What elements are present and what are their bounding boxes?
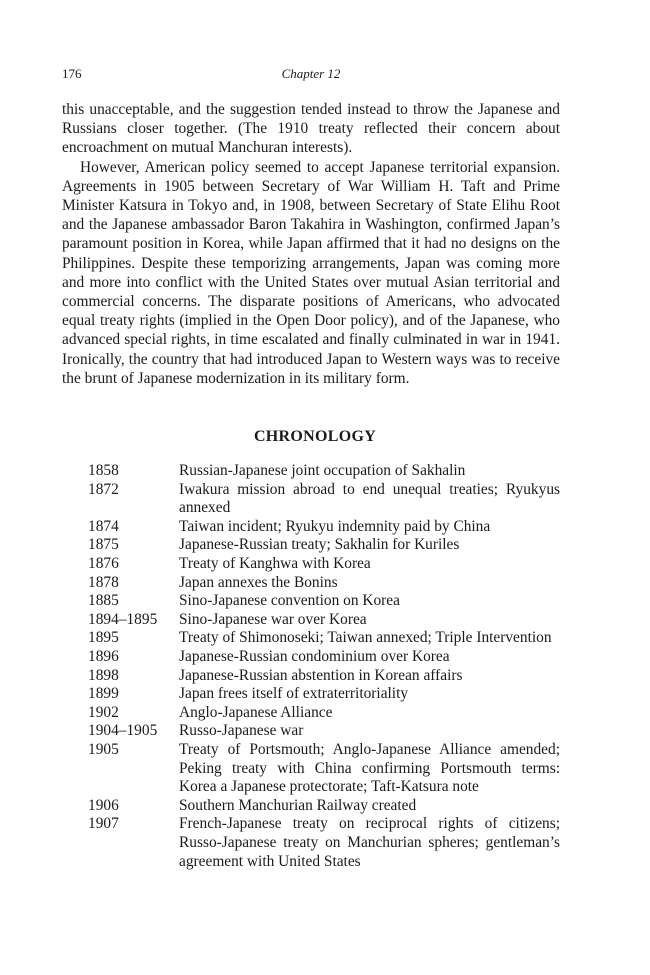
chronology-entry <box>62 611 560 630</box>
chronology-event: Russo-Japanese war <box>179 722 304 740</box>
paragraph: this unacceptable, and the suggestion tended instead to throw the Japanese and Russians closer together. (The 1910 treaty reflected their concern about encroachment on mutual Manchuran interests). <box>62 101 560 157</box>
chronology-event: Iwakura mission abroad to end unequal treaties; Ryukyus annexed <box>179 480 560 517</box>
chronology-entry <box>62 592 560 611</box>
chronology-entry <box>62 741 560 797</box>
chronology-entry <box>62 797 560 816</box>
chronology-entry <box>62 722 560 741</box>
chronology-event: Sino-Japanese war over Korea <box>179 610 367 628</box>
chronology-year: 1858 <box>88 462 119 480</box>
chronology-entry <box>62 685 560 704</box>
chronology-event: Southern Manchurian Railway created <box>179 796 417 814</box>
chronology-year: 1906 <box>88 796 119 814</box>
chronology-year: 1898 <box>88 666 119 684</box>
chronology-entry <box>62 815 560 871</box>
chronology-year: 1872 <box>88 480 119 498</box>
chronology-year: 1902 <box>88 703 119 721</box>
chronology-entry <box>62 481 560 518</box>
running-head <box>62 66 560 88</box>
chronology-entry <box>62 648 560 667</box>
chronology-year: 1878 <box>88 573 119 591</box>
chronology-entry <box>62 667 560 686</box>
chronology-heading: CHRONOLOGY <box>253 428 377 446</box>
chronology-event: Anglo-Japanese Alliance <box>179 703 333 721</box>
chronology-entry <box>62 574 560 593</box>
chronology-year: 1875 <box>88 536 119 554</box>
chronology-entry <box>62 462 560 481</box>
paragraph: However, American policy seemed to accept Japanese territorial expansion. Agreements in 1905 between Secretary of War William H. Taft and Prime Minister Katsura in Tokyo and, in 1908, between Secretary of State Elihu Root and the Japanese ambassador Baron Takahira in Washington, confirmed Japan’s paramount position in Korea, while Japan affirmed that it had no designs on the Philippines. Despite these temporizing arrangements, Japan was coming more and more into conflict with the United States over mutual Asian territorial and commercial concerns. The disparate positions of Americans, who advocated equal treaty rights (implied in the Open Door policy), and of the Japanese, who advanced special rights, in time escalated and finally culminated in war in 1941. Ironically, the country that had introduced Japan to Western ways was to receive the brunt of Japanese modernization in its military form. <box>62 158 560 387</box>
chronology-year: 1905 <box>88 740 119 758</box>
chronology-event: Japanese-Russian abstention in Korean affairs <box>179 666 463 684</box>
chronology-entry <box>62 704 560 723</box>
chronology-event: Treaty of Kanghwa with Korea <box>179 555 371 573</box>
chronology-year: 1894–1895 <box>88 610 158 628</box>
chronology-year: 1885 <box>88 592 119 610</box>
chronology-event: Japan annexes the Bonins <box>179 573 338 591</box>
chronology-year: 1896 <box>88 647 119 665</box>
chronology-year: 1904–1905 <box>88 722 158 740</box>
chronology-year: 1874 <box>88 517 119 535</box>
chronology-year: 1895 <box>88 629 119 647</box>
chronology-event: French-Japanese treaty on reciprocal rights of citizens; Russo-Japanese treaty on Manchurian spheres; gentleman’s agreement with United States <box>179 815 560 870</box>
chapter-title: Chapter 12 <box>281 66 341 81</box>
chronology-entry <box>62 555 560 574</box>
body-text <box>62 100 560 388</box>
chronology-event: Taiwan incident; Ryukyu indemnity paid by China <box>179 517 491 535</box>
chronology-entry <box>62 629 560 648</box>
chronology-event: Treaty of Shimonoseki; Taiwan annexed; Triple Intervention <box>179 629 552 647</box>
chronology-entry <box>62 518 560 537</box>
chronology-event: Russian-Japanese joint occupation of Sakhalin <box>179 462 466 480</box>
chronology-event: Japan frees itself of extraterritoriality <box>179 685 409 703</box>
chronology-list <box>62 462 560 871</box>
chronology-year: 1899 <box>88 685 119 703</box>
chronology-entry <box>62 536 560 555</box>
page-number: 176 <box>62 66 82 81</box>
chronology-year: 1907 <box>88 815 119 833</box>
chronology-event: Treaty of Portsmouth; Anglo-Japanese Alliance amended; Peking treaty with China confirming Portsmouth terms: Korea a Japanese protectorate; Taft-Katsura note <box>179 740 560 796</box>
chronology-event: Sino-Japanese convention on Korea <box>179 592 400 610</box>
book-page <box>62 66 560 871</box>
chronology-event: Japanese-Russian treaty; Sakhalin for Kuriles <box>179 536 460 554</box>
chronology-year: 1876 <box>88 555 119 573</box>
chronology-event: Japanese-Russian condominium over Korea <box>179 647 450 665</box>
